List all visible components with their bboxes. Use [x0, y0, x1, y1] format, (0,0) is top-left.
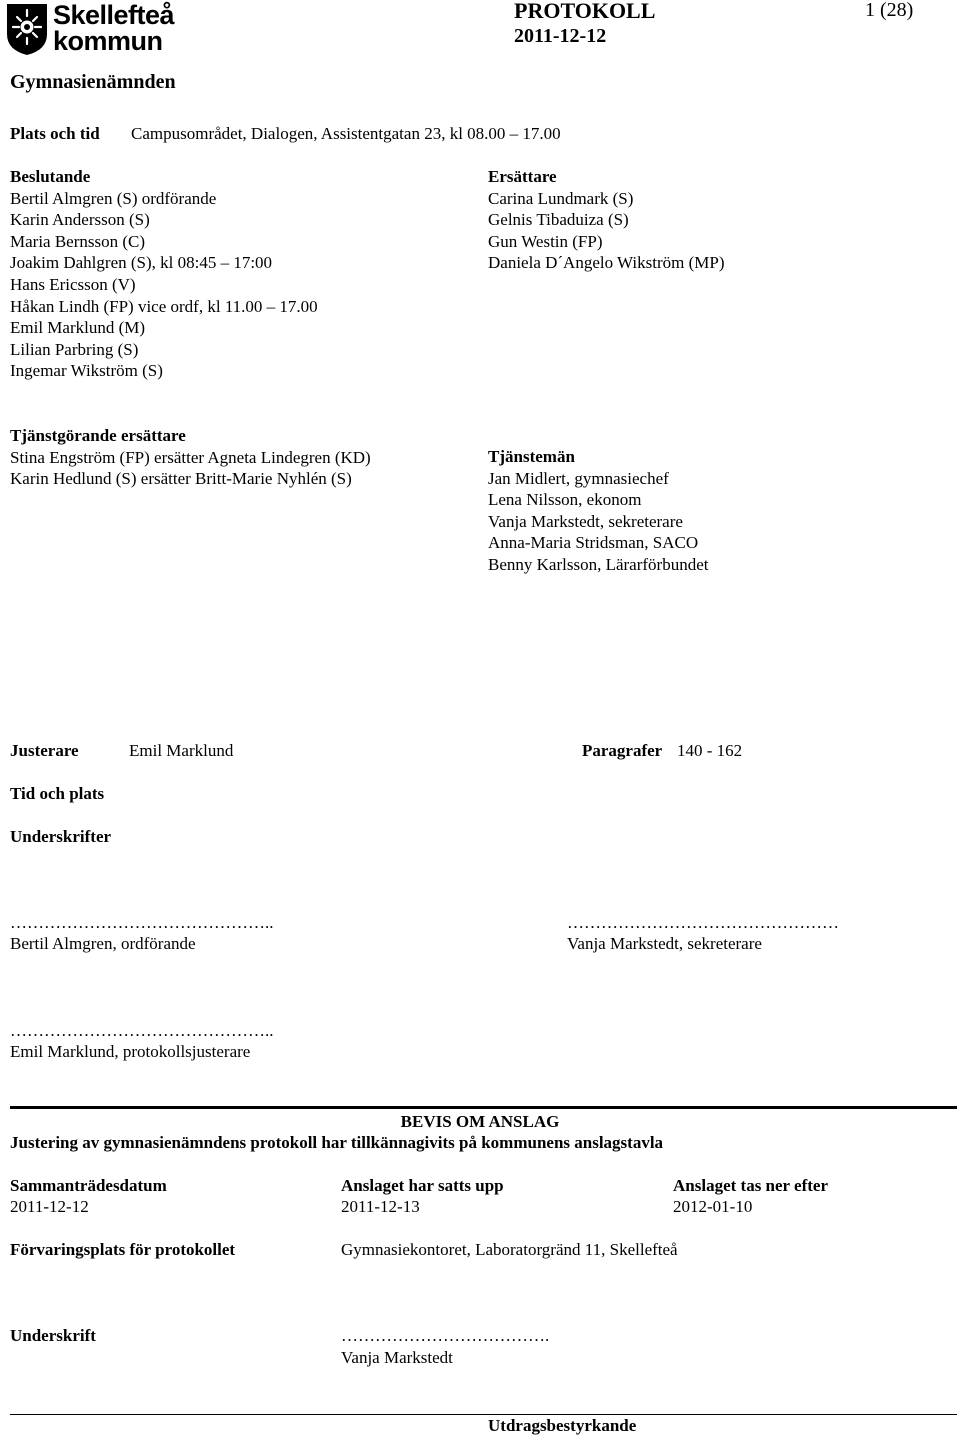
- notice-signature-label: Underskrift: [10, 1326, 96, 1345]
- signature-line-adjuster: ………………………………………..: [10, 1021, 274, 1040]
- logo-text-line1: Skellefteå: [53, 0, 175, 30]
- list-item: Bertil Almgren (S) ordförande: [10, 188, 217, 208]
- adjuster-label: Justerare: [10, 741, 79, 760]
- place-label: Plats och tid: [10, 124, 100, 143]
- officials-heading: Tjänstemän: [488, 447, 575, 466]
- time-place-label: Tid och plats: [10, 784, 105, 803]
- deciding-heading: Beslutande: [10, 167, 91, 186]
- signature-line-secretary: …………………………………………: [567, 913, 839, 932]
- list-item: Anna-Maria Stridsman, SACO: [488, 533, 699, 553]
- list-item: Joakim Dahlgren (S), kl 08:45 – 17:00: [10, 253, 273, 273]
- adjuster-value: Emil Marklund: [129, 741, 234, 760]
- notice-signature-line: ……………………………….: [341, 1326, 550, 1345]
- signature-name-secretary: Vanja Markstedt, sekreterare: [567, 934, 762, 953]
- list-item: Lena Nilsson, ekonom: [488, 490, 642, 510]
- storage-label: Förvaringsplats för protokollet: [10, 1240, 236, 1259]
- logo-text-line2: kommun: [53, 26, 163, 56]
- officials: [488, 446, 708, 576]
- removed-label: Anslaget tas ner efter: [673, 1176, 829, 1195]
- notice-subtitle: Justering av gymnasienämndens protokoll har tillkännagivits på kommunens anslagstavla: [10, 1133, 664, 1152]
- notice-divider-top: [10, 1106, 957, 1109]
- extract-label: Utdragsbestyrkande: [488, 1416, 637, 1435]
- notice-title: BEVIS OM ANSLAG: [400, 1112, 560, 1131]
- list-item: Jan Midlert, gymnasiechef: [488, 468, 669, 488]
- list-item: Benny Karlsson, Lärarförbundet: [488, 554, 709, 574]
- deciding-members: [10, 166, 318, 382]
- meeting-date-label: Sammanträdesdatum: [10, 1176, 167, 1195]
- signature-name-chair: Bertil Almgren, ordförande: [10, 934, 196, 953]
- posted-label: Anslaget har satts upp: [341, 1176, 504, 1195]
- list-item: Maria Bernsson (C): [10, 231, 146, 251]
- list-item: Emil Marklund (M): [10, 318, 146, 338]
- signatures-label: Underskrifter: [10, 827, 112, 846]
- list-item: Gun Westin (FP): [488, 231, 603, 251]
- list-item: Hans Ericsson (V): [10, 274, 136, 294]
- committee-name: Gymnasienämnden: [10, 71, 176, 93]
- paragraphs-label: Paragrafer: [582, 741, 663, 760]
- document-date: 2011-12-12: [514, 25, 607, 47]
- serving-substitutes: [10, 425, 371, 490]
- list-item: Gelnis Tibaduiza (S): [488, 210, 629, 230]
- list-item: Ingemar Wikström (S): [10, 361, 163, 381]
- list-item: Daniela D´Angelo Wikström (MP): [488, 253, 725, 273]
- municipality-logo: [5, 2, 190, 58]
- place-value: Campusområdet, Dialogen, Assistentgatan 23, kl 08.00 – 17.00: [131, 124, 561, 143]
- posted-value: 2011-12-13: [341, 1197, 420, 1216]
- storage-value: Gymnasiekontoret, Laboratorgränd 11, Skellefteå: [341, 1240, 678, 1259]
- substitutes-heading: Ersättare: [488, 167, 557, 186]
- substitutes: [488, 166, 725, 274]
- list-item: Stina Engström (FP) ersätter Agneta Lindegren (KD): [10, 447, 371, 467]
- list-item: Karin Andersson (S): [10, 210, 150, 230]
- list-item: Lilian Parbring (S): [10, 339, 139, 359]
- signature-line-chair: ………………………………………..: [10, 913, 274, 932]
- notice-signature-name: Vanja Markstedt: [341, 1348, 453, 1367]
- notice-divider-bottom: [10, 1414, 957, 1415]
- list-item: Karin Hedlund (S) ersätter Britt-Marie Nyhlén (S): [10, 469, 352, 489]
- page-number: 1 (28): [865, 0, 914, 21]
- meeting-date-value: 2011-12-12: [10, 1197, 89, 1216]
- serving-substitutes-heading: Tjänstgörande ersättare: [10, 426, 186, 445]
- list-item: Håkan Lindh (FP) vice ordf, kl 11.00 – 17.00: [10, 296, 318, 316]
- document-type: PROTOKOLL: [514, 0, 656, 23]
- sun-emblem-icon: [5, 2, 49, 56]
- list-item: Vanja Markstedt, sekreterare: [488, 511, 683, 531]
- removed-value: 2012-01-10: [673, 1197, 753, 1216]
- signature-name-adjuster: Emil Marklund, protokollsjusterare: [10, 1042, 251, 1061]
- paragraphs-value: 140 - 162: [677, 741, 743, 760]
- list-item: Carina Lundmark (S): [488, 188, 634, 208]
